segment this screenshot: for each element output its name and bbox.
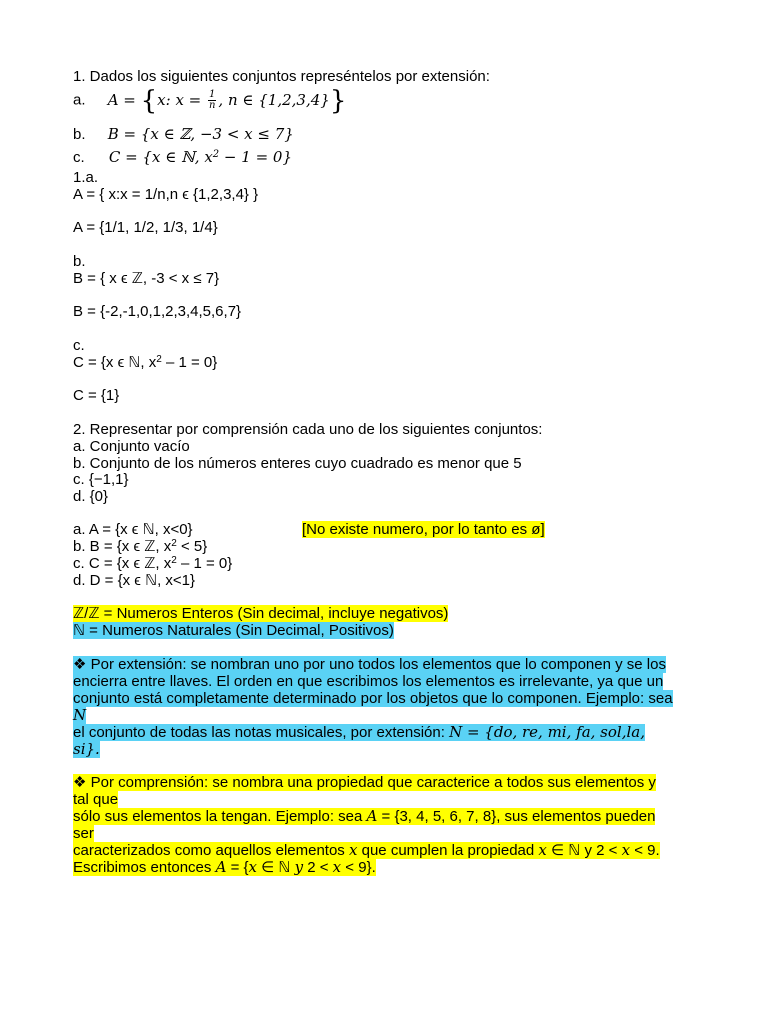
comprehension-line-2: tal que <box>73 791 119 808</box>
ans2-a-note: [No existe numero, por lo tanto es ø] <box>302 521 545 538</box>
note-integers: ℤ/ℤ = Numeros Enteros (Sin decimal, incluye negativos) <box>73 605 449 622</box>
comprehension-line-6-a: = { <box>226 859 249 876</box>
q1-a-formula-set: x: x = <box>157 90 207 109</box>
right-brace: } <box>329 85 347 116</box>
comprehension-line-5-in: ∈ ℕ y 2 < <box>546 842 622 859</box>
ans1-c-def-end: – 1 = 0} <box>161 354 218 371</box>
q2-title: 2. Representar por comprensión cada uno de los siguientes conjuntos: <box>73 421 543 438</box>
comprehension-line-6-math: A <box>215 858 227 876</box>
extension-line-4: N <box>73 706 87 724</box>
ans1-a-ext: A = {1/1, 1/2, 1/3, 1/4} <box>73 219 218 236</box>
comprehension-line-6-b: ∈ ℕ <box>256 859 295 876</box>
note-naturals: ℕ = Numeros Naturales (Sin Decimal, Positivos) <box>73 622 394 639</box>
q2-item-c: c. {−1,1} <box>73 471 129 488</box>
ans1-c-ext: C = {1} <box>73 387 120 404</box>
extension-line-5 <box>73 724 645 741</box>
ans2-c-end: – 1 = 0} <box>176 555 233 572</box>
ans1-c-def <box>73 354 217 371</box>
comprehension-line-5-x2: x <box>538 841 547 859</box>
ans1-c-def-start: C = {x ϵ ℕ, x <box>73 354 157 371</box>
extension-line-3: conjunto está completamente determinado por los objetos que lo componen. Ejemplo: sea <box>73 690 673 707</box>
q1-title: 1. Dados los siguientes conjuntos represéntelos por extensión: <box>73 68 490 85</box>
q2-item-d: d. {0} <box>73 488 109 505</box>
fraction-denominator: n <box>208 100 216 111</box>
extension-line-1: ❖ Por extensión: se nombran uno por uno todos los elementos que lo componen y se los <box>73 656 666 673</box>
q2-item-b: b. Conjunto de los números enteres cuyo cuadrado es menor que 5 <box>73 455 522 472</box>
extension-line-2: encierra entre llaves. El orden en que escribimos los elementos es irrelevante, ya que un <box>73 673 664 690</box>
q1-c-formula <box>109 148 292 166</box>
q1-item-b <box>73 126 294 143</box>
ans1-b-ext: B = {-2,-1,0,1,2,3,4,5,6,7} <box>73 303 242 320</box>
comprehension-line-6-start: Escribimos entonces <box>73 859 216 876</box>
ans2-b-exponent: 2 <box>171 538 177 549</box>
extension-line-6: si}. <box>73 740 100 758</box>
ans1-b-heading: b. <box>73 253 86 270</box>
ans2-c <box>73 555 232 572</box>
q1-item-a <box>73 85 347 116</box>
q1-a-formula-end: , n ∈ {1,2,3,4} <box>218 90 330 109</box>
ans2-b-start: b. B = {x ϵ ℤ, x <box>73 538 172 555</box>
q1-b-label: b. <box>73 126 86 143</box>
ans1-c-heading: c. <box>73 337 85 354</box>
ans1-a-def: A = { x:x = 1/n,n ϵ {1,2,3,4} } <box>73 186 259 203</box>
ans2-d: d. D = {x ϵ ℕ, x<1} <box>73 572 196 589</box>
ans2-a: a. A = {x ϵ ℕ, x<0} <box>73 521 193 538</box>
q1-c-formula-start: C = {x ∈ ℕ, x <box>108 148 213 166</box>
ans1-heading: 1.a. <box>73 169 99 186</box>
q1-a-formula <box>107 85 347 116</box>
q1-a-label: a. <box>73 91 86 109</box>
extension-line-5-math: N = {do, re, mi, fa, sol,la, <box>449 723 645 741</box>
comprehension-line-4: ser <box>73 825 94 842</box>
comprehension-line-5-x3: x <box>621 841 631 859</box>
comprehension-line-6-d: < 9}. <box>341 859 376 876</box>
q1-b-formula: B = {x ∈ ℤ, −3 < x ≤ 7} <box>107 125 294 143</box>
comprehension-line-5 <box>73 842 660 859</box>
fraction-numerator: 1 <box>209 89 216 100</box>
comprehension-line-6 <box>73 859 376 876</box>
q1-c-label: c. <box>73 149 85 166</box>
q1-a-formula-start: A = <box>107 90 141 109</box>
comprehension-line-5-x: x <box>348 841 358 859</box>
comprehension-line-3-end: = {3, 4, 5, 6, 7, 8}, sus elementos pueden <box>377 808 656 825</box>
q1-item-c <box>73 149 292 166</box>
comprehension-line-6-y: y <box>294 858 304 876</box>
fraction <box>208 90 216 111</box>
comprehension-line-3-start: sólo sus elementos la tengan. Ejemplo: sea <box>73 808 367 825</box>
comprehension-line-1: ❖ Por comprensión: se nombra una propiedad que caracterice a todos sus elementos y <box>73 774 656 791</box>
q1-c-formula-end: − 1 = 0} <box>219 148 292 166</box>
comprehension-line-6-x2: x <box>332 858 342 876</box>
ans1-c-exponent: 2 <box>156 354 162 365</box>
comprehension-line-3 <box>73 808 655 825</box>
comprehension-line-5-end: < 9. <box>630 842 660 859</box>
ans2-b-end: < 5} <box>176 538 208 555</box>
ans2-c-exponent: 2 <box>171 555 177 566</box>
ans2-c-start: c. C = {x ϵ ℤ, x <box>73 555 172 572</box>
comprehension-line-5-start: caracterizados como aquellos elementos <box>73 842 349 859</box>
left-brace: { <box>140 85 158 116</box>
q2-item-a: a. Conjunto vacío <box>73 438 190 455</box>
q1-c-exponent: 2 <box>212 149 220 160</box>
ans2-b <box>73 538 207 555</box>
comprehension-line-5-mid: que cumplen la propiedad <box>357 842 539 859</box>
ans1-b-def: B = { x ϵ ℤ, -3 < x ≤ 7} <box>73 270 220 287</box>
comprehension-line-3-math: A <box>366 807 378 825</box>
extension-line-5-text: el conjunto de todas las notas musicales, por extensión: <box>73 724 450 741</box>
comprehension-line-6-c: 2 < <box>303 859 333 876</box>
comprehension-line-6-x: x <box>248 858 257 876</box>
